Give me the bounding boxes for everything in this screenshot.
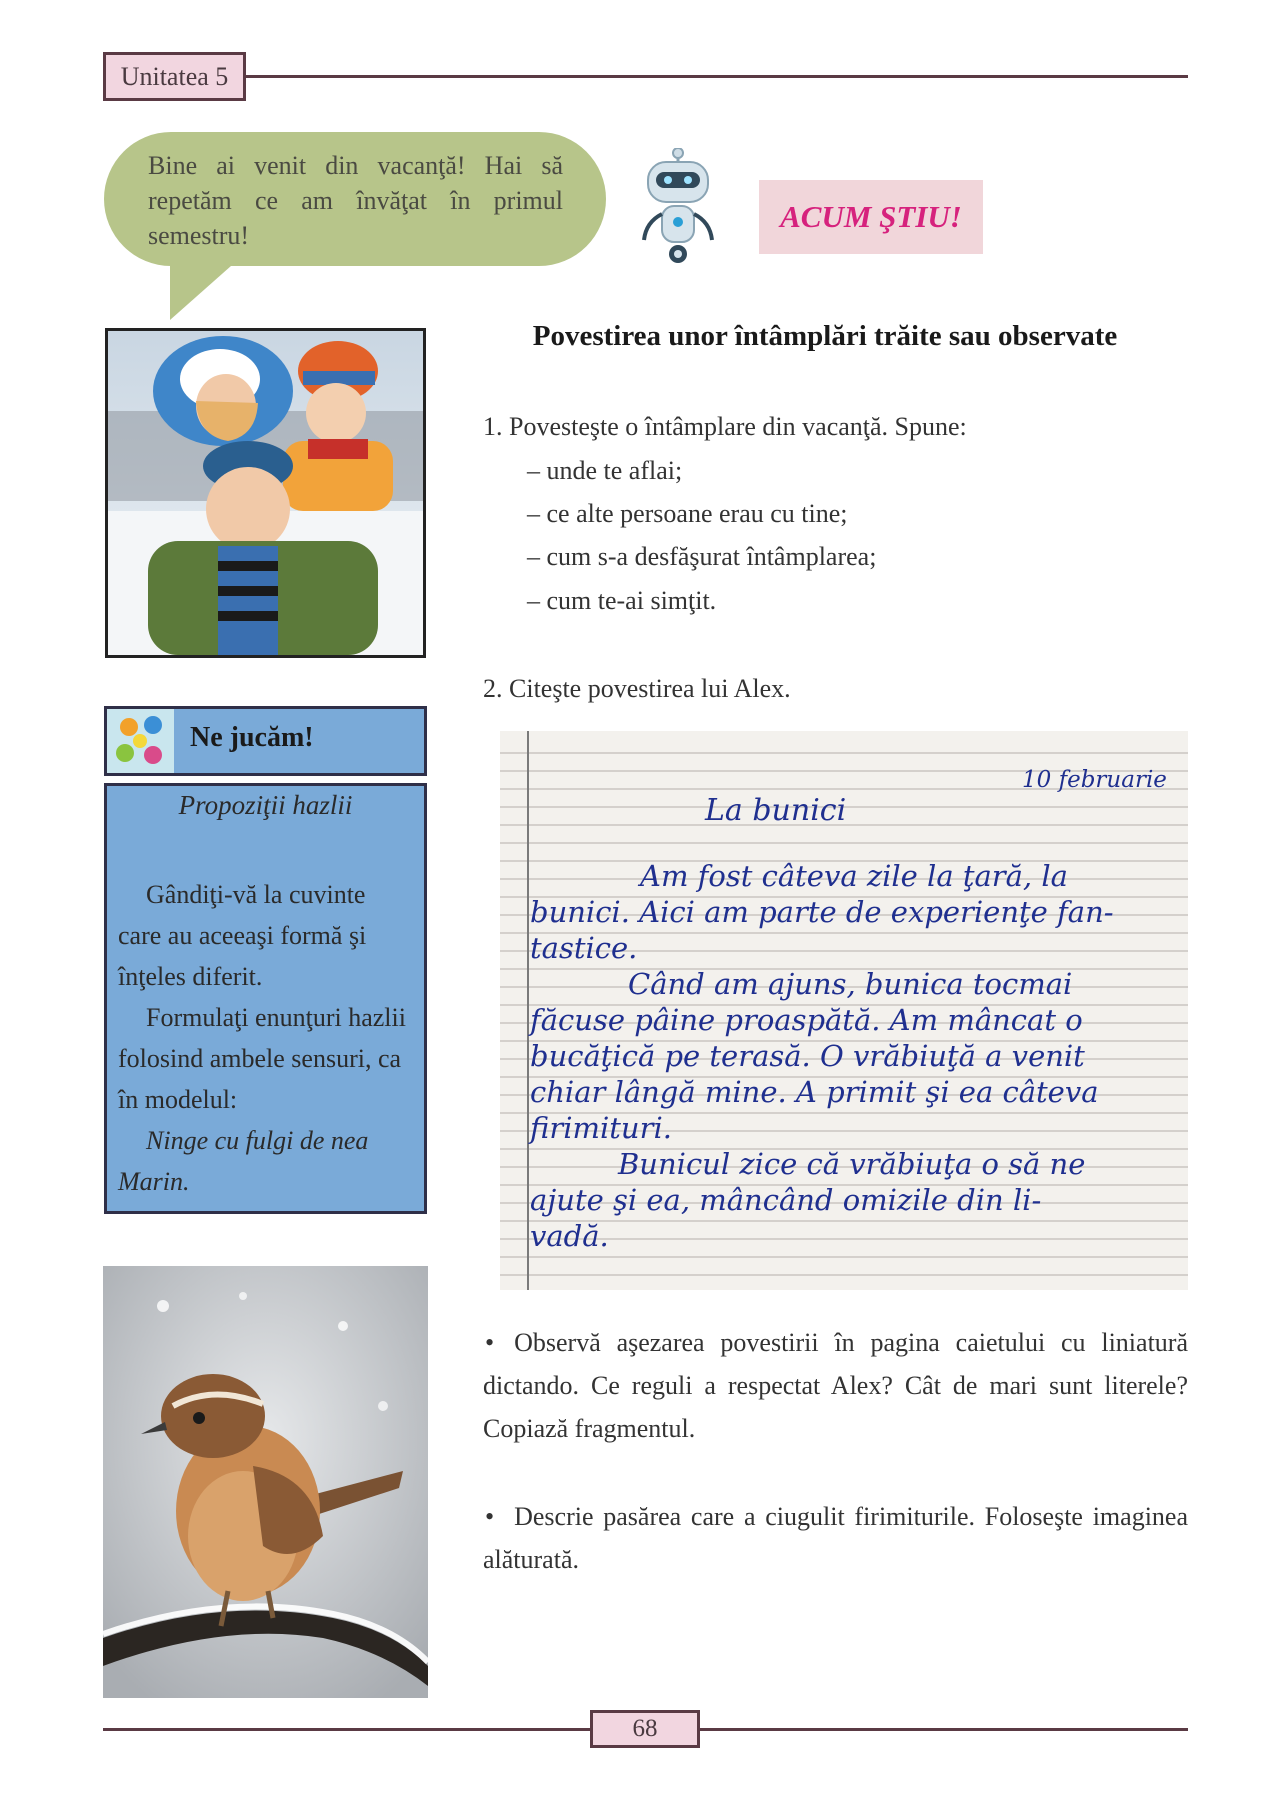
header-rule — [246, 75, 1188, 78]
exercise-1-item: – cum te-ai simţit. — [527, 586, 717, 615]
speech-bubble-text: Bine ai venit din vacanţă! Hai să repetăm ce am învăţat în primul semestru! — [148, 151, 563, 250]
footer-rule-right — [700, 1728, 1188, 1731]
robot-icon — [636, 148, 720, 268]
game-paragraph-2: Formulaţi enunţuri hazlii folosind ambele sensuri, ca în modelul: — [118, 1003, 406, 1114]
bullet-observe — [483, 1321, 1188, 1450]
notebook-line: tastice. — [530, 931, 638, 965]
lesson-title: Povestirea unor întâmplări trăite sau observate — [532, 320, 1118, 352]
footer-rule-left — [103, 1728, 590, 1731]
wren-bird-photo — [103, 1266, 428, 1698]
exercise-1-lead: 1. Povesteşte o întâmplare din vacanţă. Spune: — [483, 412, 967, 441]
game-label: Ne jucăm! — [190, 722, 314, 753]
hands-icon — [107, 709, 174, 773]
notebook-line: făcuse pâine proaspătă. Am mâncat o — [530, 1003, 1083, 1037]
notebook-line: bucăţică pe terasă. O vrăbiuţă a venit — [530, 1039, 1085, 1073]
notebook-photo — [500, 731, 1188, 1290]
notebook-line: ajute şi ea, mâncând omizile din li- — [530, 1183, 1042, 1217]
notebook-line: Am fost câteva zile la ţară, la — [640, 859, 1068, 893]
game-example: Ninge cu fulgi de nea Marin. — [118, 1126, 369, 1196]
notebook-line: chiar lângă mine. A primit şi ea câteva — [530, 1075, 1099, 1109]
exercise-2-lead: 2. Citeşte povestirea lui Alex. — [483, 674, 791, 703]
exercise-1-item: – cum s-a desfăşurat întâmplarea; — [527, 542, 877, 571]
notebook-date: 10 februarie — [1022, 767, 1167, 793]
notebook-heading: La bunici — [705, 793, 847, 828]
notebook-line: Când am ajuns, bunica tocmai — [628, 967, 1073, 1001]
notebook-line: vadă. — [530, 1219, 609, 1253]
family-winter-photo — [105, 328, 426, 658]
exercise-1-item: – ce alte persoane erau cu tine; — [527, 499, 848, 528]
bullet-dot: • — [485, 1502, 495, 1531]
bullet-observe-text: Observă aşezarea povestirii în pagina caietului cu liniatură dictando. Ce reguli a respectat Alex? Cât de mari sunt literele? Copiază fragmentul. — [483, 1328, 1188, 1443]
bullet-describe-text: Descrie pasărea care a ciugulit firimiturile. Foloseşte imaginea alăturată. — [483, 1502, 1188, 1574]
game-paragraph-1: Gândiţi-vă la cuvinte care au aceeaşi formă şi înţeles diferit. — [118, 880, 367, 991]
acum-stiu-badge: ACUM ŞTIU! — [759, 180, 983, 254]
exercise-1-item: – unde te aflai; — [527, 456, 683, 485]
page-number: 68 — [590, 1710, 700, 1748]
bullet-describe — [483, 1495, 1188, 1581]
unit-label: Unitatea 5 — [103, 52, 246, 101]
bullet-dot: • — [485, 1328, 495, 1357]
notebook-line: firimituri. — [530, 1111, 672, 1145]
speech-bubble-tail — [170, 258, 240, 320]
notebook-line: bunici. Aici am parte de experienţe fan- — [530, 895, 1114, 929]
game-title: Propoziţii hazlii — [178, 790, 353, 820]
notebook-line: Bunicul zice că vrăbiuţa o să ne — [618, 1147, 1086, 1181]
